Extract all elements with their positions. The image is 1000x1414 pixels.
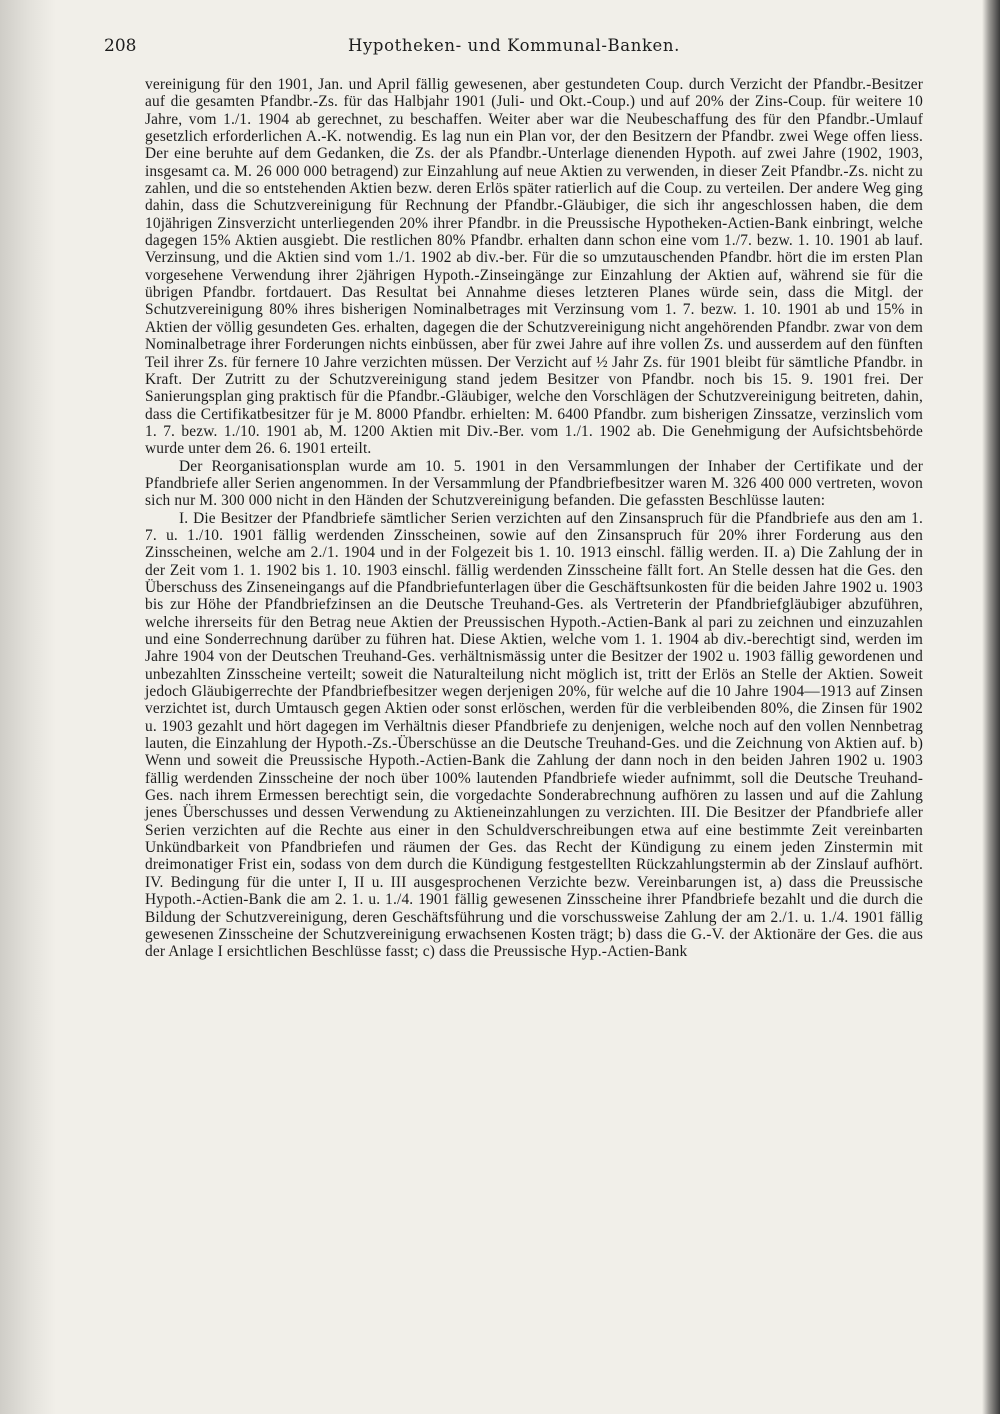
page-edge-shadow: [0, 0, 56, 1414]
running-title: Hypotheken- und Kommunal-Banken.: [348, 36, 680, 55]
paragraph: I. Die Besitzer der Pfandbriefe sämtlicher Serien verzichten auf den Zinsanspruch für die Pfandbriefe aus den am 1. 7. u. 1./10. 1901 fällig werdenden Zinsscheinen, sowie auf den Zinsanspruch für 20% ihrer Forderung aus den Zinsscheinen, welche am 2./1. 1904 und in der Folgezeit bis 1. 10. 1913 einschl. fällig werden. II. a) Die Zahlung der in der Zeit vom 1. 1. 1902 bis 1. 10. 1903 einschl. fällig werdenden Zinsscheine fällt fort. An Stelle dessen hat die Ges. den Überschuss des Zinseneingangs auf die Pfandbriefunterlagen über die Geschäftsunkosten für die beiden Jahre 1902 u. 1903 bis zur Höhe der Pfandbriefzinsen an die Deutsche Treuhand-Ges. als Vertreterin der Pfandbriefgläubiger abzuführen, welche ihrerseits für den Betrag neue Aktien der Preussischen Hypoth.-Actien-Bank al pari zu zeichnen und einzuzahlen und eine Sonderrechnung darüber zu führen hat. Diese Aktien, welche vom 1. 1. 1904 ab div.-berechtigt sind, werden im Jahre 1904 von der Deutschen Treuhand-Ges. verhältnismässig unter die Besitzer der 1902 u. 1903 fällig gewordenen und unbezahlten Zinsscheine verteilt; soweit die Naturalteilung nicht möglich ist, tritt der Erlös an Stelle der Aktien. Soweit jedoch Gläubigerrechte der Pfandbriefbesitzer wegen derjenigen 20%, für welche auf die 10 Jahre 1904—1913 auf Zinsen verzichtet ist, durch Umtausch gegen Aktien oder sonst erlöschen, werden für die verbleibenden 80%, die Zinsen für 1902 u. 1903 gezahlt und hört dagegen im Verhältnis dieser Pfandbriefe zu denjenigen, welche noch auf den vollen Nennbetrag lauten, die Einzahlung der Hypoth.-Zs.-Überschüsse an die Deutsche Treuhand-Ges. und die Zeichnung von Aktien auf. b) Wenn und soweit die Preussische Hypoth.-Actien-Bank die Zahlung der dann noch in den beiden Jahren 1902 u. 1903 fällig werdenden Zinsscheine der noch über 100% lautenden Pfandbriefe wieder aufnimmt, soll die Deutsche Treuhand-Ges. nach ihrem Ermessen berechtigt sein, die vorgedachte Sonderabrechnung aufhören zu lassen und auf die Zahlung jenes Überschusses und dessen Verwendung zu Aktieneinzahlungen zu verzichten. III. Die Besitzer der Pfandbriefe aller Serien verzichten auf die Rechte aus einer in den Schuldverschreibungen etwa auf eine bestimmte Zeit vereinbarten Unkündbarkeit von Pfandbriefen und räumen der Ges. das Recht der Kündigung zu einem jeden Zinstermin mit dreimonatiger Frist ein, sodass von dem durch die Kündigung festgestellten Rückzahlungstermin ab der Zinslauf aufhört. IV. Bedingung für die unter I, II u. III ausgesprochenen Verzichte bezw. Vereinbarungen ist, a) dass die Preussische Hypoth.-Actien-Bank die am 2. 1. u. 1./4. 1901 fällig gewesenen Zinsscheine ihrer Pfandbriefe bezahlt und die durch die Bildung der Schutzvereinigung, deren Geschäftsführung und die vorschussweise Zahlung der am 2./1. u. 1./4. 1901 fällig gewesenen Zinsscheine der Schutzvereinigung erwachsenen Kosten trägt; b) dass die G.-V. der Aktionäre der Ges. die aus der Anlage I ersichtlichen Beschlüsse fasst; c) dass die Preussische Hyp.-Actien-Bank: [145, 509, 923, 961]
page-header: [104, 36, 924, 60]
body-text: [145, 76, 923, 961]
page-number: 208: [104, 36, 137, 56]
paragraph: Der Reorganisationsplan wurde am 10. 5. 1901 in den Versammlungen der Inhaber der Certifikate und der Pfandbriefe aller Serien angenommen. In der Versammlung der Pfandbriefbesitzer waren M. 326 400 000 vertreten, wovon sich nur M. 300 000 nicht in den Händen der Schutzvereinigung befanden. Die gefassten Beschlüsse lauten:: [145, 457, 923, 510]
paragraph: vereinigung für den 1901, Jan. und April fällig gewesenen, aber gestundeten Coup. durch Verzicht der Pfandbr.-Besitzer auf die gesamten Pfandbr.-Zs. für das Halbjahr 1901 (Juli- und Okt.-Coup.) und auf 20% der Zins-Coup. für weitere 10 Jahre, vom 1./1. 1904 ab gerechnet, zu beschaffen. Weiter aber war die Neubeschaffung des für den Pfandbr.-Umlauf gesetzlich erforderlichen A.-K. notwendig. Es lag nun ein Plan vor, der den Besitzern der Pfandbr. zwei Wege offen liess. Der eine beruhte auf dem Gedanken, die Zs. der als Pfandbr.-Unterlage dienenden Hypoth. auf zwei Jahre (1902, 1903, insgesamt ca. M. 26 000 000 betragend) zur Einzahlung auf neue Aktien zu verwenden, in dieser Zeit Pfandbr.-Zs. nicht zu zahlen, und die so entstehenden Aktien bezw. deren Erlös später ratierlich auf die Coup. zu verteilen. Der andere Weg ging dahin, dass die Schutzvereinigung für Rechnung der Pfandbr.-Gläubiger, die sich ihr angeschlossen haben, die dem 10jährigen Zinsverzicht unterliegenden 20% ihrer Pfandbr. in die Preussische Hypotheken-Actien-Bank einbringt, welche dagegen 15% Aktien ausgiebt. Die restlichen 80% Pfandbr. erhalten dann schon eine vom 1./7. bezw. 1. 10. 1901 ab lauf. Verzinsung, und die Aktien sind vom 1./1. 1902 ab div.-ber. Für die so umzutauschenden Pfandbr. hört die im ersten Plan vorgesehene Verwendung ihrer 2jährigen Hypoth.-Zinseingänge zur Einzahlung der Aktien auf, während sie für die übrigen Pfandbr. fortdauert. Das Resultat bei Annahme dieses letzteren Planes würde sein, dass die Mitgl. der Schutzvereinigung 80% ihres bisherigen Nominalbetrages mit Verzinsung vom 1. 7. bezw. 1. 10. 1901 ab und 15% in Aktien der völlig gesundeten Ges. erhalten, dagegen die der Schutzvereinigung nicht angehörenden Pfandbr. zwar von dem Nominalbetrage ihrer Forderungen nichts einbüssen, aber für zwei Jahre auf ihre vollen Zs. und ausserdem auf den fünften Teil ihrer Zs. für fernere 10 Jahre verzichten müssen. Der Verzicht auf ½ Jahr Zs. für 1901 bleibt für sämtliche Pfandbr. in Kraft. Der Zutritt zu der Schutzvereinigung stand jedem Besitzer von Pfandbr. noch bis 15. 9. 1901 frei. Der Sanierungsplan ging praktisch für die Pfandbr.-Gläubiger, welche den Vorschlägen der Schutzvereinigung beitreten, dahin, dass die Certifikatbesitzer für je M. 8000 Pfandbr. erhielten: M. 6400 Pfandbr. zum bisherigen Zinssatze, verzinslich vom 1. 7. bezw. 1./10. 1901 ab, M. 1200 Aktien mit Div.-Ber. vom 1./1. 1902 ab. Die Genehmigung der Aufsichtsbehörde wurde unter dem 26. 6. 1901 erteilt.: [145, 76, 923, 458]
page-binding-edge: [982, 0, 1000, 1414]
